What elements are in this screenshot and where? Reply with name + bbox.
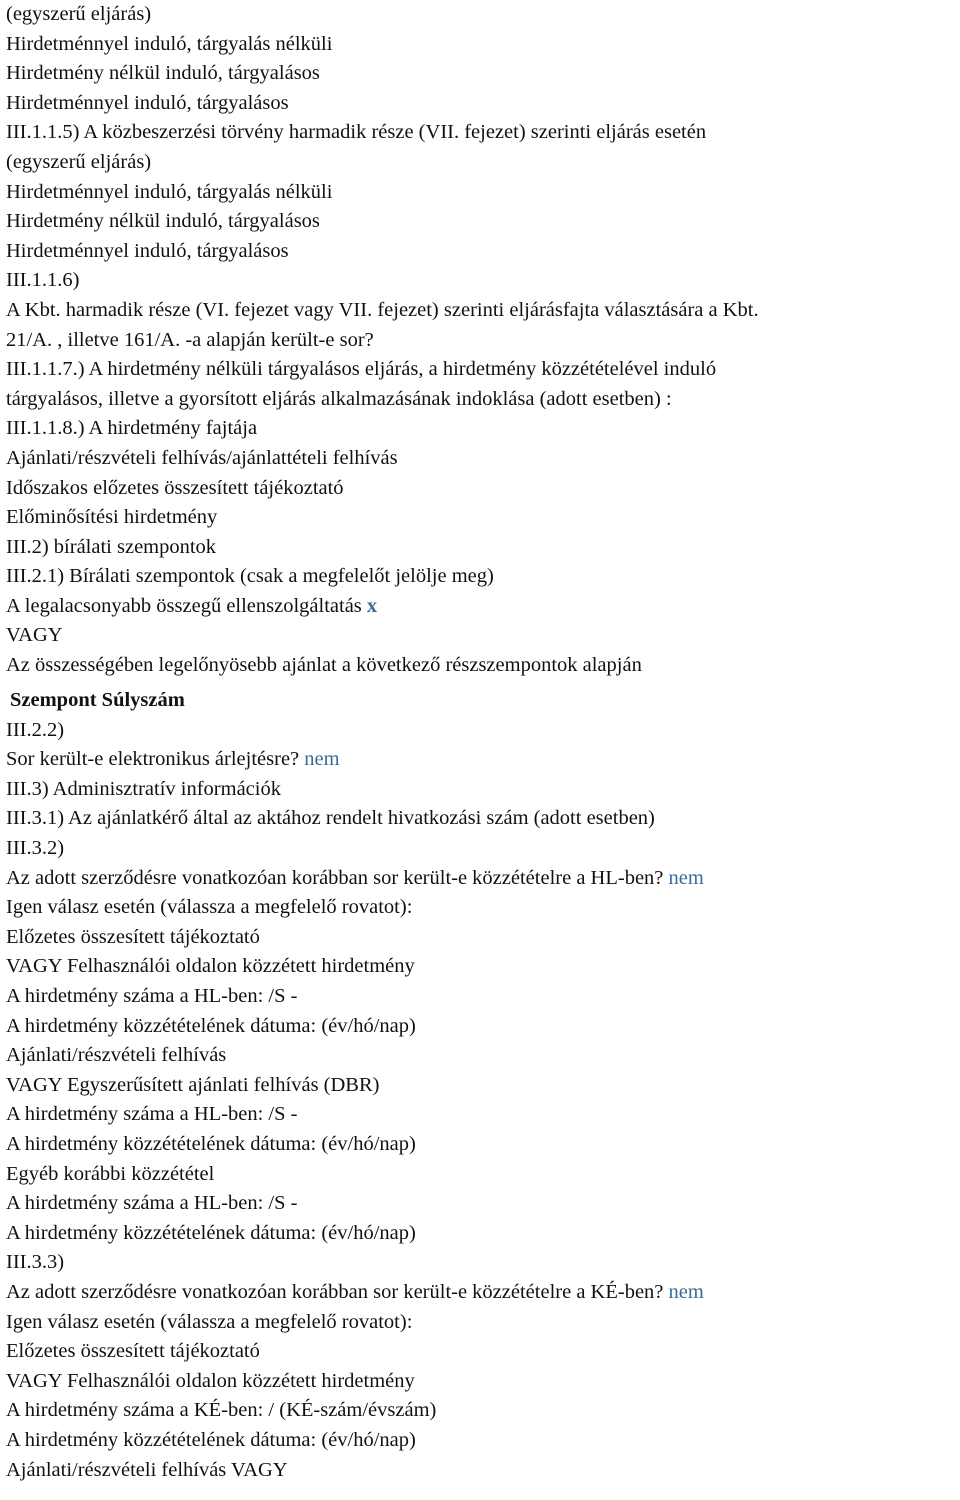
document-line	[6, 982, 956, 1012]
line-text: Hirdetménnyel induló, tárgyalásos	[6, 239, 289, 262]
answer-value: x	[366, 594, 378, 617]
line-text: Hirdetmény nélkül induló, tárgyalásos	[6, 210, 320, 233]
document-line	[6, 923, 956, 953]
line-text: Sor került-e elektronikus árlejtésre?	[6, 748, 305, 771]
document-line	[6, 237, 956, 267]
line-text: Ajánlati/részvételi felhívás/ajánlattételi felhívás	[6, 446, 398, 469]
document-line	[6, 1308, 956, 1338]
document-line	[6, 562, 956, 592]
document-line	[6, 1219, 956, 1249]
line-text: III.3) Adminisztratív információk	[6, 777, 281, 800]
line-text: 21/A. , illetve 161/A. -a alapján került-e sor?	[6, 328, 374, 351]
line-text: Ajánlati/részvételi felhívás VAGY	[6, 1458, 288, 1481]
line-text: VAGY Felhasználói oldalon közzétett hirdetmény	[6, 1369, 415, 1392]
document-line	[6, 1278, 956, 1308]
line-text: III.1.1.5) A közbeszerzési törvény harmadik része (VII. fejezet) szerinti eljárás esetén	[6, 121, 707, 144]
document-line	[6, 296, 956, 326]
line-text: A hirdetmény közzétételének dátuma: (év/hó/nap)	[6, 1014, 416, 1037]
document-line	[6, 1160, 956, 1190]
line-text: Igen válasz esetén (válassza a megfelelő rovatot):	[6, 1310, 413, 1333]
document-line	[6, 1012, 956, 1042]
document-line	[6, 266, 956, 296]
document-line	[6, 1337, 956, 1367]
document-line	[6, 1367, 956, 1397]
line-text: III.3.2)	[6, 837, 65, 860]
document-line	[6, 651, 956, 681]
document-line	[6, 207, 956, 237]
line-text: Előminősítési hirdetmény	[6, 506, 218, 529]
line-text: (egyszerű eljárás)	[6, 150, 152, 173]
line-text: Hirdetménnyel induló, tárgyalás nélküli	[6, 180, 333, 203]
line-text: III.2.2)	[6, 718, 65, 741]
document-line	[6, 864, 956, 894]
document-line	[6, 0, 956, 30]
document-line	[6, 804, 956, 834]
line-text: A Kbt. harmadik része (VI. fejezet vagy VII. fejezet) szerinti eljárásfajta választására a Kbt.	[6, 298, 759, 321]
line-text: VAGY Felhasználói oldalon közzétett hirdetmény	[6, 955, 415, 978]
line-text: Időszakos előzetes összesített tájékoztató	[6, 476, 344, 499]
line-text: Előzetes összesített tájékoztató	[6, 925, 260, 948]
document-line	[6, 745, 956, 775]
line-text: A hirdetmény száma a KÉ-ben: / (KÉ-szám/évszám)	[6, 1399, 437, 1422]
line-text: A hirdetmény száma a HL-ben: /S -	[6, 1103, 298, 1126]
line-text: III.1.1.8.) A hirdetmény fajtája	[6, 417, 258, 440]
answer-value: nem	[668, 1280, 704, 1303]
document-line	[6, 148, 956, 178]
document-line	[6, 118, 956, 148]
answer-value: nem	[668, 866, 704, 889]
line-text: VAGY	[6, 624, 63, 647]
document-line	[6, 893, 956, 923]
line-text: Az adott szerződésre vonatkozóan korábban sor került-e közzétételre a KÉ-ben?	[6, 1280, 669, 1303]
line-text: Ajánlati/részvételi felhívás	[6, 1044, 227, 1067]
line-text: A hirdetmény közzétételének dátuma: (év/hó/nap)	[6, 1132, 416, 1155]
line-text: Igen válasz esetén (válassza a megfelelő rovatot):	[6, 896, 413, 919]
table-header-row	[6, 681, 956, 716]
document-line	[6, 1100, 956, 1130]
document-line	[6, 1396, 956, 1426]
line-text: Hirdetménnyel induló, tárgyalás nélküli	[6, 32, 333, 55]
document-line	[6, 775, 956, 805]
line-text: III.3.1) Az ajánlatkérő által az aktához rendelt hivatkozási szám (adott esetben)	[6, 807, 655, 830]
document-line	[6, 592, 956, 622]
line-text: A legalacsonyabb összegű ellenszolgáltatás	[6, 594, 367, 617]
document-line	[6, 30, 956, 60]
line-text: Egyéb korábbi közzététel	[6, 1162, 215, 1185]
document-line	[6, 326, 956, 356]
line-text: A hirdetmény száma a HL-ben: /S -	[6, 1192, 298, 1215]
line-text: A hirdetmény közzétételének dátuma: (év/hó/nap)	[6, 1428, 416, 1451]
document-line	[6, 178, 956, 208]
answer-value: nem	[304, 748, 340, 771]
document-line	[6, 1456, 956, 1486]
document-line	[6, 533, 956, 563]
line-text: III.3.3)	[6, 1251, 65, 1274]
document-line	[6, 621, 956, 651]
line-text: A hirdetmény száma a HL-ben: /S -	[6, 985, 298, 1007]
document-line	[6, 834, 956, 864]
line-text: Az összességében legelőnyösebb ajánlat a következő részszempontok alapján	[6, 654, 642, 677]
document-line	[6, 1248, 956, 1278]
document-line	[6, 385, 956, 415]
document-line	[6, 1041, 956, 1071]
line-text: Hirdetmény nélkül induló, tárgyalásos	[6, 62, 320, 85]
line-text: III.2) bírálati szempontok	[6, 535, 217, 558]
document-body	[6, 0, 956, 1485]
document-line	[6, 444, 956, 474]
document-line	[6, 1071, 956, 1101]
table-header-label: Szempont Súlyszám	[10, 688, 185, 711]
document-line	[6, 414, 956, 444]
document-line	[6, 716, 956, 746]
document-line	[6, 355, 956, 385]
line-text: III.2.1) Bírálati szempontok (csak a megfelelőt jelölje meg)	[6, 565, 494, 588]
line-text: Hirdetménnyel induló, tárgyalásos	[6, 91, 289, 114]
document-line	[6, 474, 956, 504]
document-line	[6, 1189, 956, 1219]
line-text: III.1.1.6)	[6, 269, 80, 292]
document-line	[6, 952, 956, 982]
document-line	[6, 1426, 956, 1456]
line-text: A hirdetmény közzétételének dátuma: (év/hó/nap)	[6, 1221, 416, 1244]
line-text: III.1.1.7.) A hirdetmény nélküli tárgyalásos eljárás, a hirdetmény közzétételével induló	[6, 358, 717, 381]
line-text: VAGY Egyszerűsített ajánlati felhívás (DBR)	[6, 1073, 380, 1096]
line-text: (egyszerű eljárás)	[6, 3, 152, 25]
document-line	[6, 1130, 956, 1160]
document-line	[6, 89, 956, 119]
line-text: Az adott szerződésre vonatkozóan korábban sor került-e közzétételre a HL-ben?	[6, 866, 669, 889]
document-line	[6, 59, 956, 89]
line-text: tárgyalásos, illetve a gyorsított eljárás alkalmazásának indoklása (adott esetben) :	[6, 387, 672, 410]
document-line	[6, 503, 956, 533]
line-text: Előzetes összesített tájékoztató	[6, 1340, 260, 1363]
